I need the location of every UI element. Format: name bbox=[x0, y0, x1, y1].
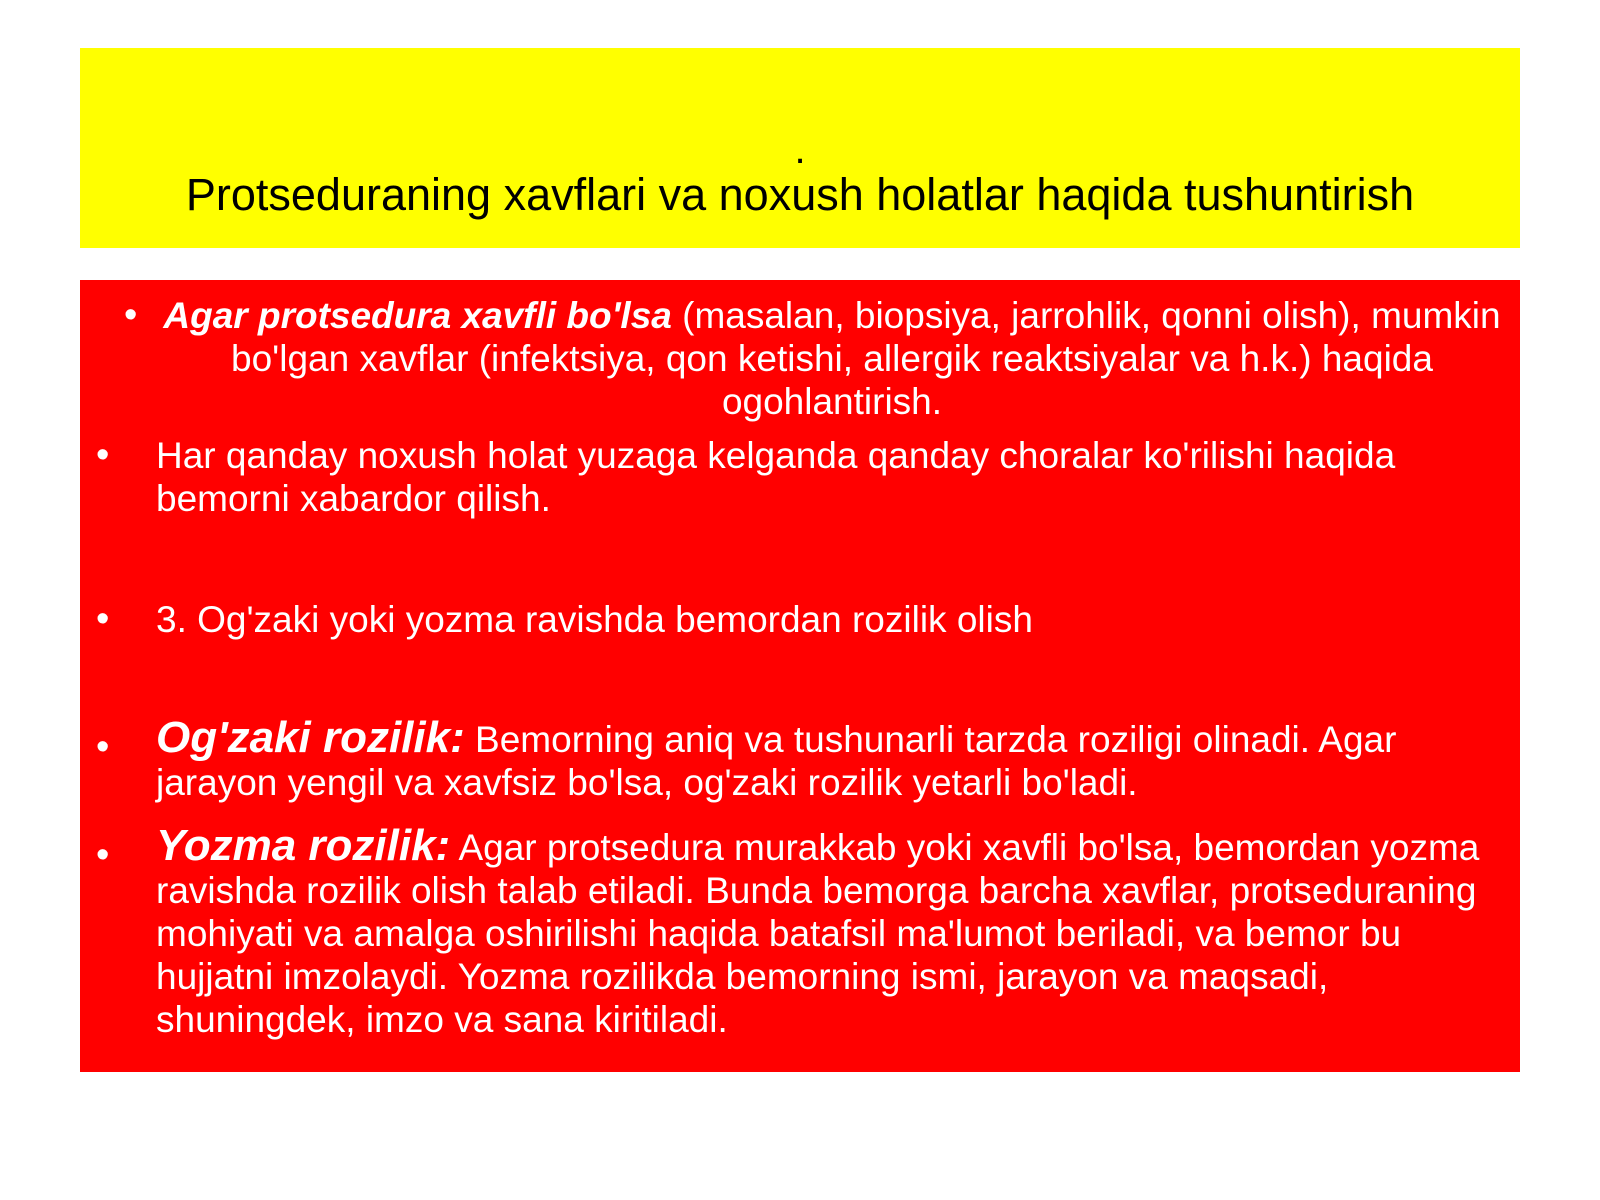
title-banner bbox=[80, 48, 1520, 248]
bullet-text bbox=[156, 294, 1508, 423]
bullet-text bbox=[156, 713, 1506, 804]
bullet-body: Har qanday noxush holat yuzaga kelganda qanday choralar ko'rilishi haqida bemorni xabardor qilish. bbox=[156, 435, 1396, 519]
bullet-body: Agar protsedura murakkab yoki xavfli bo'lsa, bemordan yozma ravishda rozilik olish talab etiladi. Bunda bemorga barcha xavflar, protseduraning mohiyati va amalga oshirilishi haqida batafsil ma'lumot beriladi, va bemor bu hujjatni imzolaydi. Yozma rozilikda bemorning ismi, jarayon va maqsadi, shuningdek, imzo va sana kiritiladi. bbox=[156, 827, 1480, 1040]
bullet-dot-icon: • bbox=[124, 294, 138, 336]
bullet-lead: Yozma rozilik: bbox=[156, 821, 451, 870]
bullet-dot-icon: • bbox=[96, 726, 110, 768]
title-dot: . bbox=[794, 128, 806, 172]
content-panel bbox=[80, 280, 1520, 1072]
bullet-dot-icon: • bbox=[96, 834, 110, 876]
bullet-text bbox=[156, 821, 1506, 1041]
bullet-lead: Og'zaki rozilik: bbox=[156, 713, 465, 762]
bullet-body: 3. Og'zaki yoki yozma ravishda bemordan rozilik olish bbox=[156, 599, 1033, 640]
bullet-dot-icon: • bbox=[96, 434, 110, 476]
bullet-text bbox=[156, 434, 1506, 520]
bullet-body: (masalan, biopsiya, jarrohlik, qonni olish), mumkin bo'lgan xavflar (infektsiya, qon ketishi, allergik reaktsiyalar va h.k.) haqida ogohlantirish. bbox=[231, 295, 1501, 422]
bullet-lead: Agar protsedura xavfli bo'lsa bbox=[163, 295, 672, 336]
page-title: Protseduraning xavflari va noxush holatlar haqida tushuntirish bbox=[185, 169, 1415, 220]
bullet-text bbox=[156, 598, 1506, 641]
bullet-dot-icon: • bbox=[96, 598, 110, 640]
bullet-body: Bemorning aniq va tushunarli tarzda roziligi olinadi. Agar jarayon yengil va xavfsiz bo'lsa, og'zaki rozilik yetarli bo'ladi. bbox=[156, 719, 1397, 803]
